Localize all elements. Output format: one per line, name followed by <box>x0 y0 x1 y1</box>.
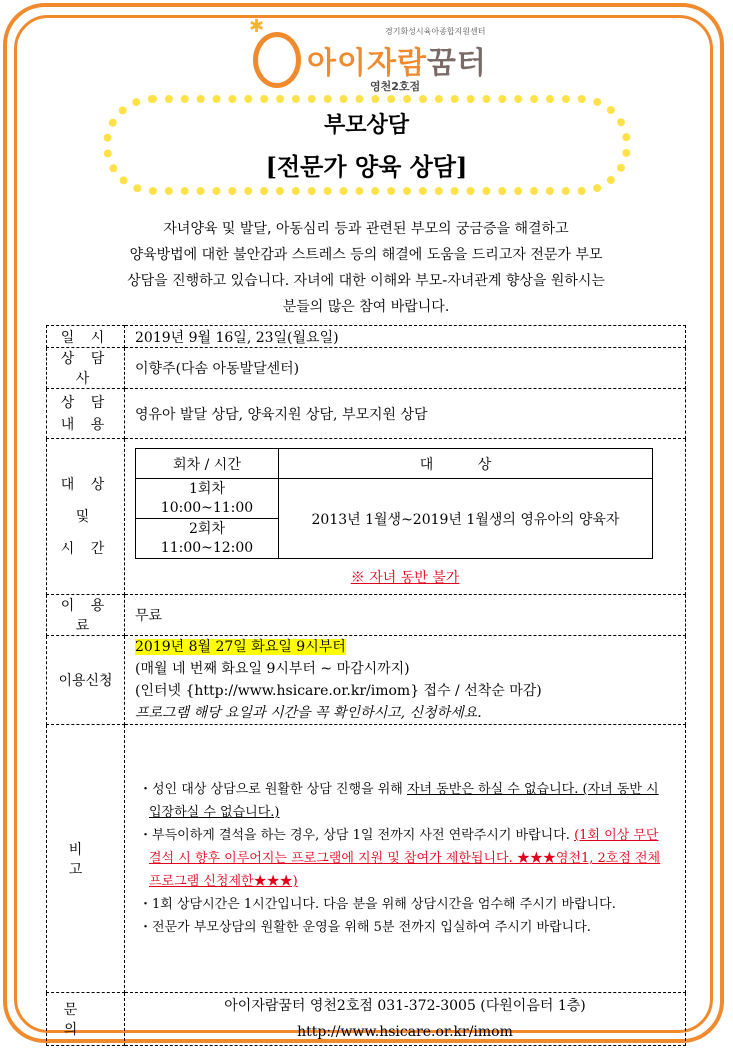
row-content <box>47 389 686 439</box>
contact-url[interactable]: http://www.hsicare.or.kr/imom <box>297 1024 513 1040</box>
apply-reminder: 프로그램 해당 요일과 시간을 꼭 확인하시고, 신청하세요. <box>135 705 482 721</box>
content-value: 영유아 발달 상담, 양육지원 상담, 부모지원 상담 <box>125 389 686 439</box>
contact-label: 문 의 <box>47 993 125 1046</box>
intro-line: 양육방법에 대한 불안감과 스트레스 등의 해결에 도움을 드리고자 전문가 부모 <box>129 247 603 263</box>
remarks-label: 비 고 <box>47 725 125 993</box>
row-fee <box>47 595 686 636</box>
target-value: 2013년 1월생~2019년 1월생의 영유아의 양육자 <box>279 479 653 559</box>
session-table <box>135 448 653 559</box>
remarks-cell <box>125 725 686 993</box>
intro-line: 자녀양육 및 발달, 아동심리 등과 관련된 부모의 궁금증을 해결하고 <box>163 221 569 237</box>
header-target: 대 상 <box>279 449 653 479</box>
row-contact <box>47 993 686 1046</box>
header-session: 회차 / 시간 <box>136 449 279 479</box>
session-1: 1회차 10:00~11:00 <box>136 479 279 519</box>
remark-item: ・부득이하게 결석을 하는 경우, 상담 1일 전까지 사전 연락주시기 바랍니다. (1회 이상 무단결석 시 향후 이루어지는 프로그램에 지원 및 참여가 제한됩니다. ★★★영천1, 2호점 전체프로그램 신청제한★★★) <box>139 828 661 889</box>
logo-name: 아이자람꿈터 <box>307 46 487 81</box>
remark-item: ・1회 상담시간은 1시간입니다. 다음 분을 위해 상담시간을 엄수해 주시기 바랍니다. <box>139 897 616 912</box>
target-cell <box>125 439 686 595</box>
content-label: 상 담 내 용 <box>47 389 125 439</box>
intro-paragraph <box>60 216 672 320</box>
counselor-label: 상 담 사 <box>47 348 125 389</box>
apply-schedule: (매월 네 번째 화요일 9시부터 ~ 마감시까지) <box>135 661 410 677</box>
child-face-icon <box>253 32 301 88</box>
star-icon: ✱ <box>249 16 265 37</box>
info-table <box>46 325 686 1046</box>
logo-center-name: 경기화성시육아종합지원센터 <box>385 27 486 36</box>
target-label: 대 상 및 시 간 <box>47 439 125 595</box>
date-value: 2019년 9월 16일, 23일(월요일) <box>125 326 686 348</box>
row-apply <box>47 636 686 725</box>
row-date <box>47 326 686 348</box>
contact-cell <box>125 993 686 1046</box>
apply-cell <box>125 636 686 725</box>
date-label: 일 시 <box>47 326 125 348</box>
page-title: 부모상담 <box>323 112 409 138</box>
logo-branch: 영천2호점 <box>370 80 421 93</box>
intro-line: 상담을 진행하고 있습니다. 자녀에 대한 이해와 부모-자녀관계 향상을 원하시는 <box>127 273 605 289</box>
row-target <box>47 439 686 595</box>
remarks-list <box>139 778 671 939</box>
fee-label: 이 용 료 <box>47 595 125 636</box>
apply-start-date: 2019년 8월 27일 화요일 9시부터 <box>135 639 346 655</box>
remark-item: ・성인 대상 상담으로 원활한 상담 진행을 위해 자녀 동반은 하실 수 없습니다. (자녀 동반 시 입장하실 수 없습니다.) <box>139 782 659 820</box>
row-counselor <box>47 348 686 389</box>
apply-label: 이용신청 <box>47 636 125 725</box>
row-remarks <box>47 725 686 993</box>
apply-url[interactable]: (인터넷 {http://www.hsicare.or.kr/imom} 접수 / 선착순 마감) <box>135 683 542 699</box>
session-2: 2회차 11:00~12:00 <box>136 519 279 559</box>
logo <box>245 16 505 102</box>
counselor-value: 이향주(다솜 아동발달센터) <box>125 348 686 389</box>
fee-value: 무료 <box>125 595 686 636</box>
contact-info: 아이자람꿈터 영천2호점 031-372-3005 (다원이음터 1층) <box>224 998 586 1014</box>
page-subtitle: [전문가 양육 상담] <box>265 152 468 181</box>
intro-line: 분들의 많은 참여 바랍니다. <box>282 299 450 315</box>
no-children-note: ※ 자녀 동반 불가 <box>350 570 460 586</box>
remark-item: ・전문가 부모상담의 원활한 운영을 위해 5분 전까지 입실하여 주시기 바랍니다. <box>139 920 591 935</box>
